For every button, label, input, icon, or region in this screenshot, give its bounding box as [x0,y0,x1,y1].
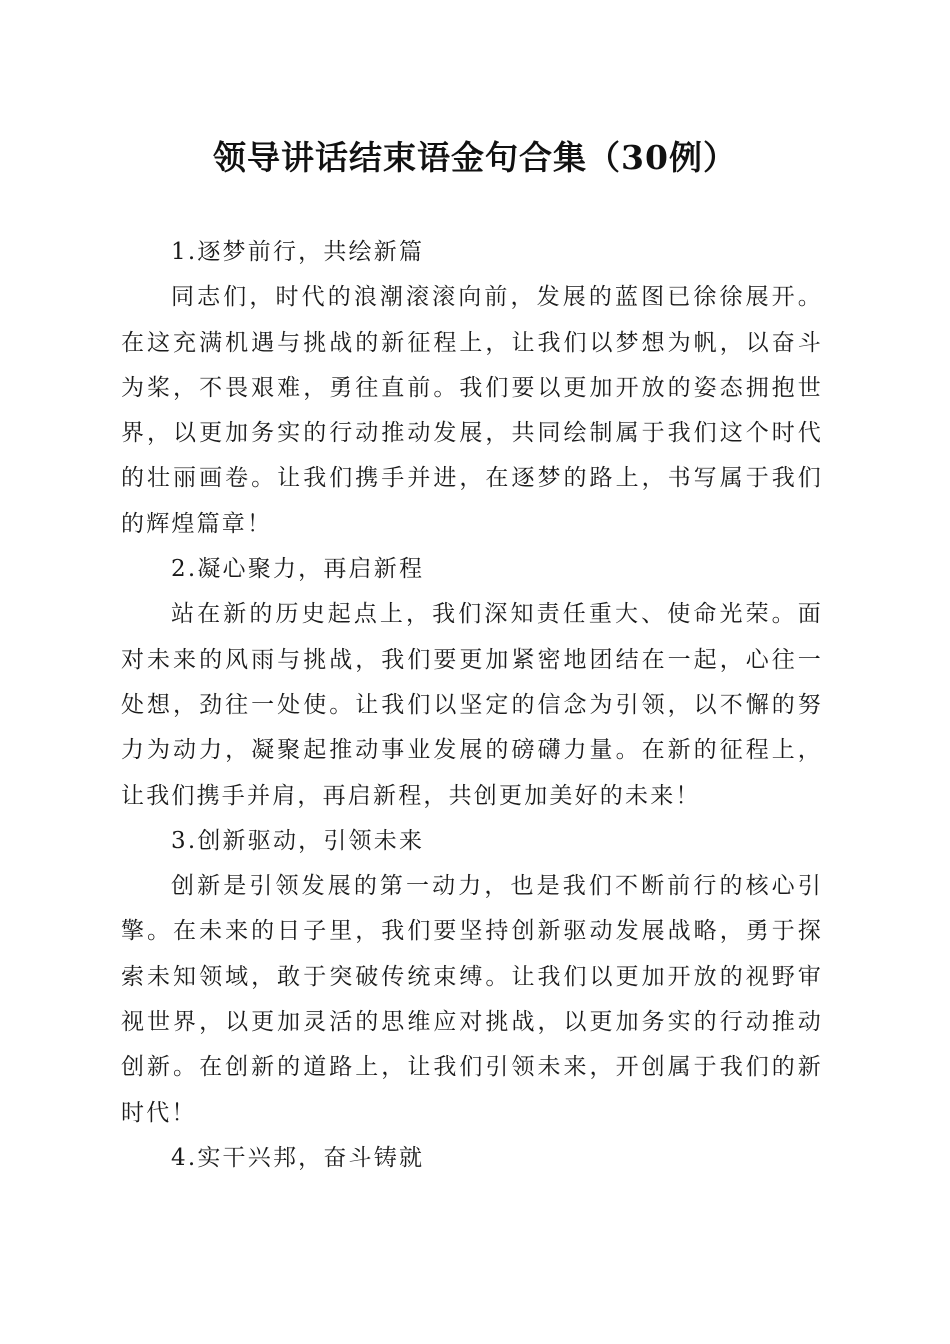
section-paragraph-3: 创新是引领发展的第一动力，也是我们不断前行的核心引擎。在未来的日子里，我们要坚持创新驱动发展战略，勇于探索未知领域，敢于突破传统束缚。让我们以更加开放的视野审视世界，以更加灵活的思维应对挑战，以更加务实的行动推动创新。在创新的道路上，让我们引领未来，开创属于我们的新时代！ [121,873,823,1126]
section-paragraph-2: 站在新的历史起点上，我们深知责任重大、使命光荣。面对未来的风雨与挑战，我们要更加紧密地团结在一起，心往一处想，劲往一处使。让我们以坚定的信念为引领，以不懈的努力为动力，凝聚起推动事业发展的磅礴力量。在新的征程上，让我们携手并肩，再启新程，共创更加美好的未来！ [121,601,823,809]
section-heading-2: 2.凝心聚力，再启新程 [171,556,425,583]
document-title: 领导讲话结束语金句合集（30例） [213,138,737,177]
section-heading-4: 4.实干兴邦，奋斗铸就 [171,1144,425,1171]
section-paragraph-1: 同志们，时代的浪潮滚滚向前，发展的蓝图已徐徐展开。在这充满机遇与挑战的新征程上，让我们以梦想为帆，以奋斗为桨，不畏艰难，勇往直前。我们要以更加开放的姿态拥抱世界，以更加务实的行动推动发展，共同绘制属于我们这个时代的壮丽画卷。让我们携手并进，在逐梦的路上，书写属于我们的辉煌篇章！ [121,284,823,537]
section-heading-3: 3.创新驱动，引领未来 [171,827,425,854]
document-body [121,230,823,1181]
section-heading-1: 1.逐梦前行，共绘新篇 [171,239,425,265]
